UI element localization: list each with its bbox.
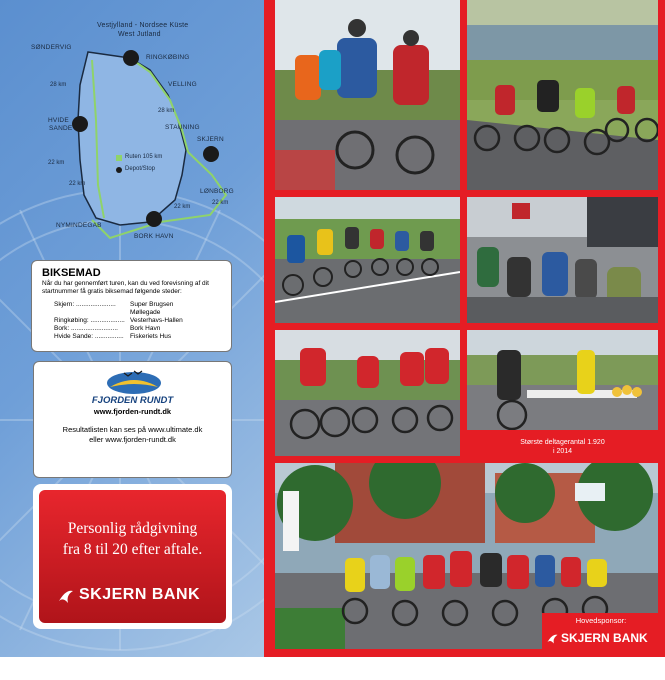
label-skjern: SKJERN [197, 136, 224, 143]
sponsor-box [542, 613, 660, 653]
legend-route: Ruten 105 km [125, 154, 163, 160]
biksemad-box [31, 260, 232, 352]
bank-logo-text: SKJERN BANK [79, 586, 201, 603]
map-graphic [0, 0, 264, 255]
photo-cafe-riders [467, 197, 658, 323]
label-ringkobing: RINGKØBING [146, 54, 190, 61]
legend-depot-dot [116, 167, 122, 173]
distance-label: 28 km [50, 82, 67, 88]
label-lonborg: LØNBORG [200, 188, 234, 195]
label-hvide-sande-2: SANDE [49, 125, 73, 132]
result-list-line1: Resultatlisten kan ses på www.ultimate.dk [62, 425, 203, 434]
biksemad-venue: Fiskeriets Hus [130, 333, 172, 340]
biksemad-place: Skjern: ...................... [54, 301, 116, 308]
photo-caption-line2: i 2014 [552, 448, 573, 455]
biksemad-venue: Bork Havn [130, 325, 161, 332]
photo-cyclists-road [275, 0, 460, 190]
biksemad-venue: Vesterhavs-Hallen [130, 317, 183, 324]
stop-marker-ringkobing [123, 50, 139, 66]
distance-label: 22 km [69, 181, 86, 187]
bank-ad-line1: Personlig rådgivning [67, 520, 198, 537]
legend-depot: Depot/Stop [125, 166, 156, 172]
sponsor-label: Hovedsponsor: [575, 616, 627, 625]
stop-marker-skjern [203, 146, 219, 162]
photo-peloton-field [275, 197, 460, 323]
biksemad-place: Ringkøbing: ................... [54, 317, 125, 324]
photo-depot-stop [467, 330, 658, 430]
photo-caption-line1: Største deltagerantal 1.920 [520, 439, 605, 446]
label-sondervig: SØNDERVIG [31, 44, 72, 51]
bank-logo [57, 586, 217, 606]
distance-label: 22 km [212, 200, 229, 206]
biksemad-title: BIKSEMAD [42, 267, 101, 279]
fjorden-rundt-url[interactable]: www.fjorden-rundt.dk [93, 407, 172, 416]
label-stauning: STAUNING [165, 124, 200, 131]
fjorden-rundt-logo [104, 367, 164, 395]
bank-logo-icon [57, 587, 75, 605]
label-nymindegab: NYMINDEGAB [56, 222, 102, 229]
map-title-line1: Vestjylland - Nordsee Küste [97, 22, 189, 29]
legend-route-swatch [116, 155, 122, 161]
biksemad-intro: Når du har gennemført turen, kan du ved forevisning af dit startnummer få gratis biksemad følgende steder: [42, 280, 209, 295]
biksemad-venue: Super Brugsen [130, 301, 174, 308]
label-bork-havn: BORK HAVN [134, 233, 174, 240]
left-panel [0, 0, 264, 657]
bank-advert [33, 484, 232, 629]
result-list-line2: eller www.fjorden-rundt.dk [89, 435, 176, 444]
biksemad-venue: Møllegade [130, 309, 161, 316]
photo-red-riders [275, 330, 460, 456]
photo-collage [264, 0, 665, 657]
distance-label: 28 km [158, 108, 175, 114]
route-map [0, 0, 264, 255]
distance-label: 22 km [48, 160, 65, 166]
photo-cyclists-fjord [467, 0, 658, 190]
label-velling: VELLING [168, 81, 197, 88]
biksemad-place: Bork: .......................... [54, 325, 118, 332]
biksemad-place: Hvide Sande: ................ [54, 333, 124, 340]
fjorden-rundt-logo-text: FJORDEN RUNDT [91, 395, 174, 406]
label-hvide-sande-1: HVIDE [48, 117, 69, 124]
sponsor-logo-text: SKJERN BANK [561, 631, 648, 645]
fjorden-rundt-box [33, 361, 232, 478]
stop-marker-bork [146, 211, 162, 227]
distance-label: 22 km [174, 204, 191, 210]
sponsor-logo-icon [546, 632, 559, 645]
map-title-line2: West Jutland [118, 31, 161, 38]
bank-ad-line2: fra 8 til 20 efter aftale. [62, 541, 203, 558]
bank-advert-panel [39, 490, 226, 623]
stop-marker-hvide-sande [72, 116, 88, 132]
